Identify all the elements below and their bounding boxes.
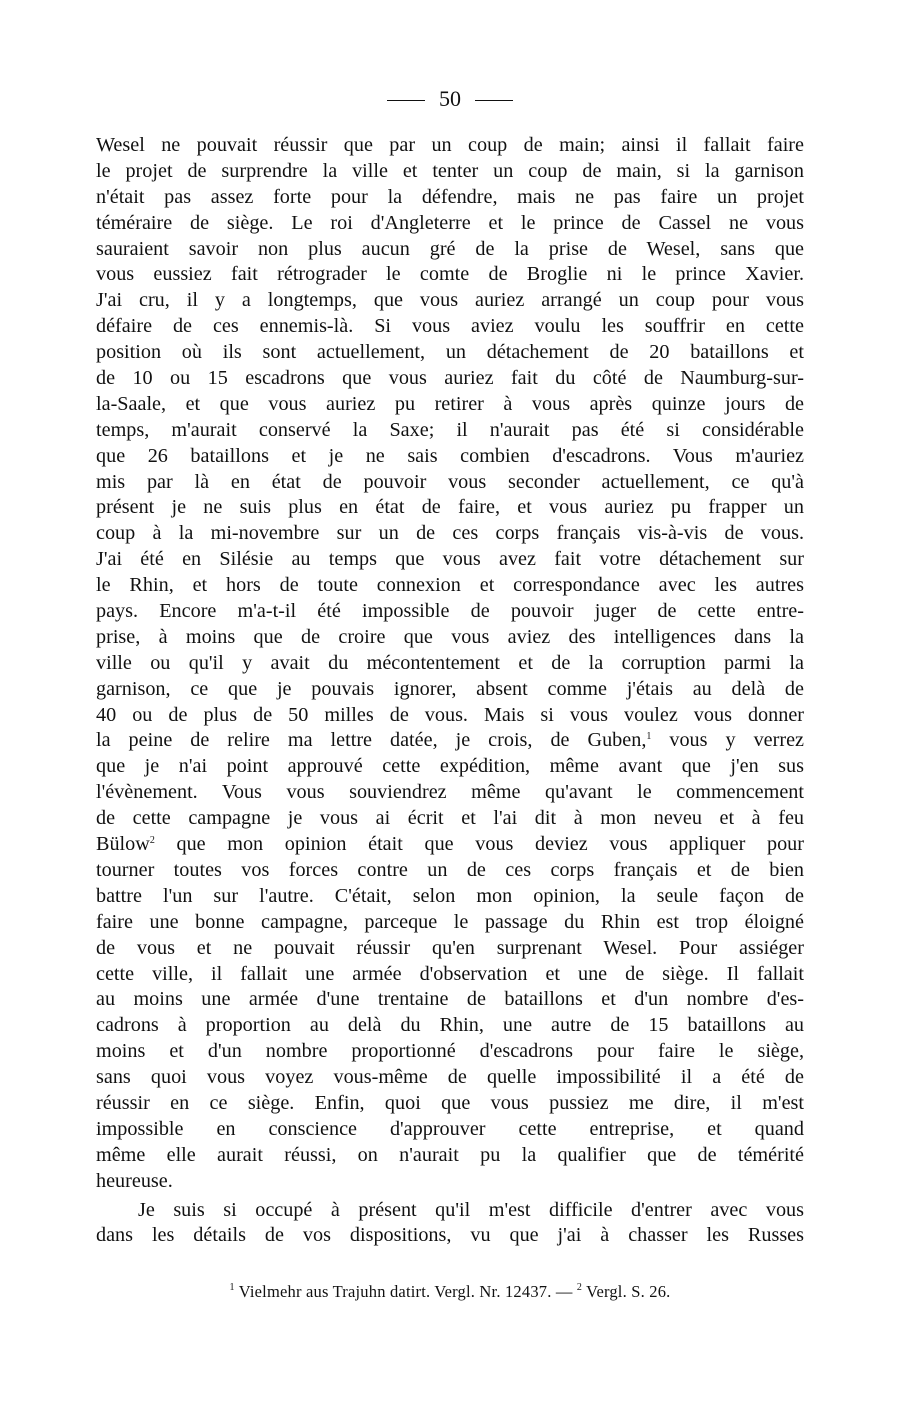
text-line: position où ils sont actuellement, un détachement de 20 bataillons et bbox=[96, 341, 804, 364]
text-line: que je n'ai point approuvé cette expédition, même avant que j'en sus bbox=[96, 755, 804, 778]
text-line: téméraire de siège. Le roi d'Angleterre et le prince de Cassel ne vous bbox=[96, 211, 804, 234]
text-line: cadrons à proportion au delà du Rhin, une autre de 15 bataillons au bbox=[96, 1014, 804, 1037]
footnote-marker-2: 2 bbox=[576, 1282, 583, 1293]
text-line: heureuse. bbox=[96, 1169, 173, 1192]
text-line: même elle aurait réussi, on n'aurait pu la qualifier que de témérité bbox=[96, 1143, 804, 1166]
text-line: cette ville, il fallait une armée d'observation et une de siège. Il fallait bbox=[96, 962, 804, 985]
text-segment: la peine de relire ma lettre datée, je crois, de Guben, bbox=[96, 729, 647, 752]
page-number: 50 bbox=[439, 86, 461, 111]
text-line: mis par là en état de pouvoir vous seconder actuellement, ce qu'à bbox=[96, 470, 804, 493]
text-line: J'ai été en Silésie au temps que vous avez fait votre détachement sur bbox=[96, 548, 804, 571]
text-line: battre l'un sur l'autre. C'était, selon mon opinion, la seule façon de bbox=[96, 884, 804, 907]
text-line: l'évènement. Vous vous souviendrez même qu'avant le commencement bbox=[96, 781, 804, 804]
footnote-text-1: Vielmehr aus Trajuhn datirt. Vergl. Nr. 12437. — bbox=[234, 1282, 577, 1301]
text-line: la-Saale, et que vous auriez pu retirer à vous après quinze jours de bbox=[96, 392, 804, 415]
footnote-text-2: Vergl. S. 26. bbox=[582, 1282, 671, 1301]
text-line: J'ai cru, il y a longtemps, que vous auriez arrangé un coup pour vous bbox=[96, 289, 804, 312]
text-line: de 10 ou 15 escadrons que vous auriez fait du côté de Naumburg-sur- bbox=[96, 367, 804, 390]
text-line: ville ou qu'il y avait du mécontentement et de la corruption parmi la bbox=[96, 651, 804, 674]
text-line: impossible en conscience d'approuver cette entreprise, et quand bbox=[96, 1117, 804, 1140]
text-line: le Rhin, et hors de toute connexion et correspondance avec les autres bbox=[96, 574, 804, 597]
text-line: prise, à moins que de croire que vous aviez des intelligences dans la bbox=[96, 625, 804, 648]
text-segment: que mon opinion était que vous deviez vous appliquer pour bbox=[154, 833, 804, 856]
text-line: dans les détails de vos dispositions, vu que j'ai à chasser les Russes bbox=[96, 1224, 804, 1247]
text-line: au moins une armée d'une trentaine de bataillons et d'un nombre d'es- bbox=[96, 988, 804, 1011]
text-line: défaire de ces ennemis-là. Si vous aviez voulu les souffrir en cette bbox=[96, 315, 804, 338]
text-line: Je suis si occupé à présent qu'il m'est difficile d'entrer avec vous bbox=[138, 1198, 804, 1221]
text-line: sans quoi vous voyez vous-même de quelle impossibilité il a été de bbox=[96, 1066, 804, 1089]
text-line: coup à la mi-novembre sur un de ces corps français vis-à-vis de vous. bbox=[96, 522, 804, 545]
footnote-ref-2: 2 bbox=[149, 835, 155, 847]
paragraph-1 bbox=[96, 133, 804, 1195]
page-header bbox=[0, 84, 900, 114]
text-segment: Bülow bbox=[96, 833, 150, 856]
text-line: pays. Encore m'a-t-il été impossible de pouvoir juger de cette entre- bbox=[96, 600, 804, 623]
text-line: sauraient savoir non plus aucun gré de la prise de Wesel, sans que bbox=[96, 237, 804, 260]
text-line: de cette campagne je vous ai écrit et l'ai dit à mon neveu et à feu bbox=[96, 807, 804, 830]
text-segment: vous y verrez bbox=[651, 729, 804, 752]
header-rule-right bbox=[475, 100, 513, 101]
text-line-with-footnote-ref bbox=[96, 832, 804, 858]
text-line: de vous et ne pouvait réussir qu'en surprenant Wesel. Pour assiéger bbox=[96, 936, 804, 959]
paragraph-2 bbox=[96, 1198, 804, 1250]
text-line: temps, m'aurait conservé la Saxe; il n'aurait pas été si considérable bbox=[96, 418, 804, 441]
header-rule-left bbox=[387, 100, 425, 101]
text-line: 40 ou de plus de 50 milles de vous. Mais si vous voulez vous donner bbox=[96, 703, 804, 726]
text-line: n'était pas assez forte pour la défendre, mais ne pas faire un projet bbox=[96, 185, 804, 208]
text-line: tourner toutes vos forces contre un de ces corps français et de bien bbox=[96, 858, 804, 881]
footnotes bbox=[0, 1281, 900, 1303]
text-line: faire une bonne campagne, parceque le passage du Rhin est trop éloigné bbox=[96, 910, 804, 933]
footnote-ref-1: 1 bbox=[646, 731, 652, 743]
text-line: vous eussiez fait rétrograder le comte de Broglie ni le prince Xavier. bbox=[96, 263, 804, 286]
text-line: présent je ne suis plus en état de faire, et vous auriez pu frapper un bbox=[96, 496, 804, 519]
text-line: réussir en ce siège. Enfin, quoi que vous pussiez me dire, il m'est bbox=[96, 1091, 804, 1114]
text-line: Wesel ne pouvait réussir que par un coup de main; ainsi il fallait faire bbox=[96, 134, 804, 156]
footnote-marker-1: 1 bbox=[229, 1282, 235, 1293]
text-line: garnison, ce que je pouvais ignorer, absent comme j'étais au delà de bbox=[96, 677, 804, 700]
text-line: moins et d'un nombre proportionné d'escadrons pour faire le siège, bbox=[96, 1040, 804, 1063]
letter-body bbox=[96, 133, 804, 1249]
text-line: que 26 bataillons et je ne sais combien d'escadrons. Vous m'auriez bbox=[96, 444, 804, 467]
text-line: le projet de surprendre la ville et tenter un coup de main, si la garnison bbox=[96, 159, 804, 182]
text-line-with-footnote-ref bbox=[96, 728, 804, 754]
